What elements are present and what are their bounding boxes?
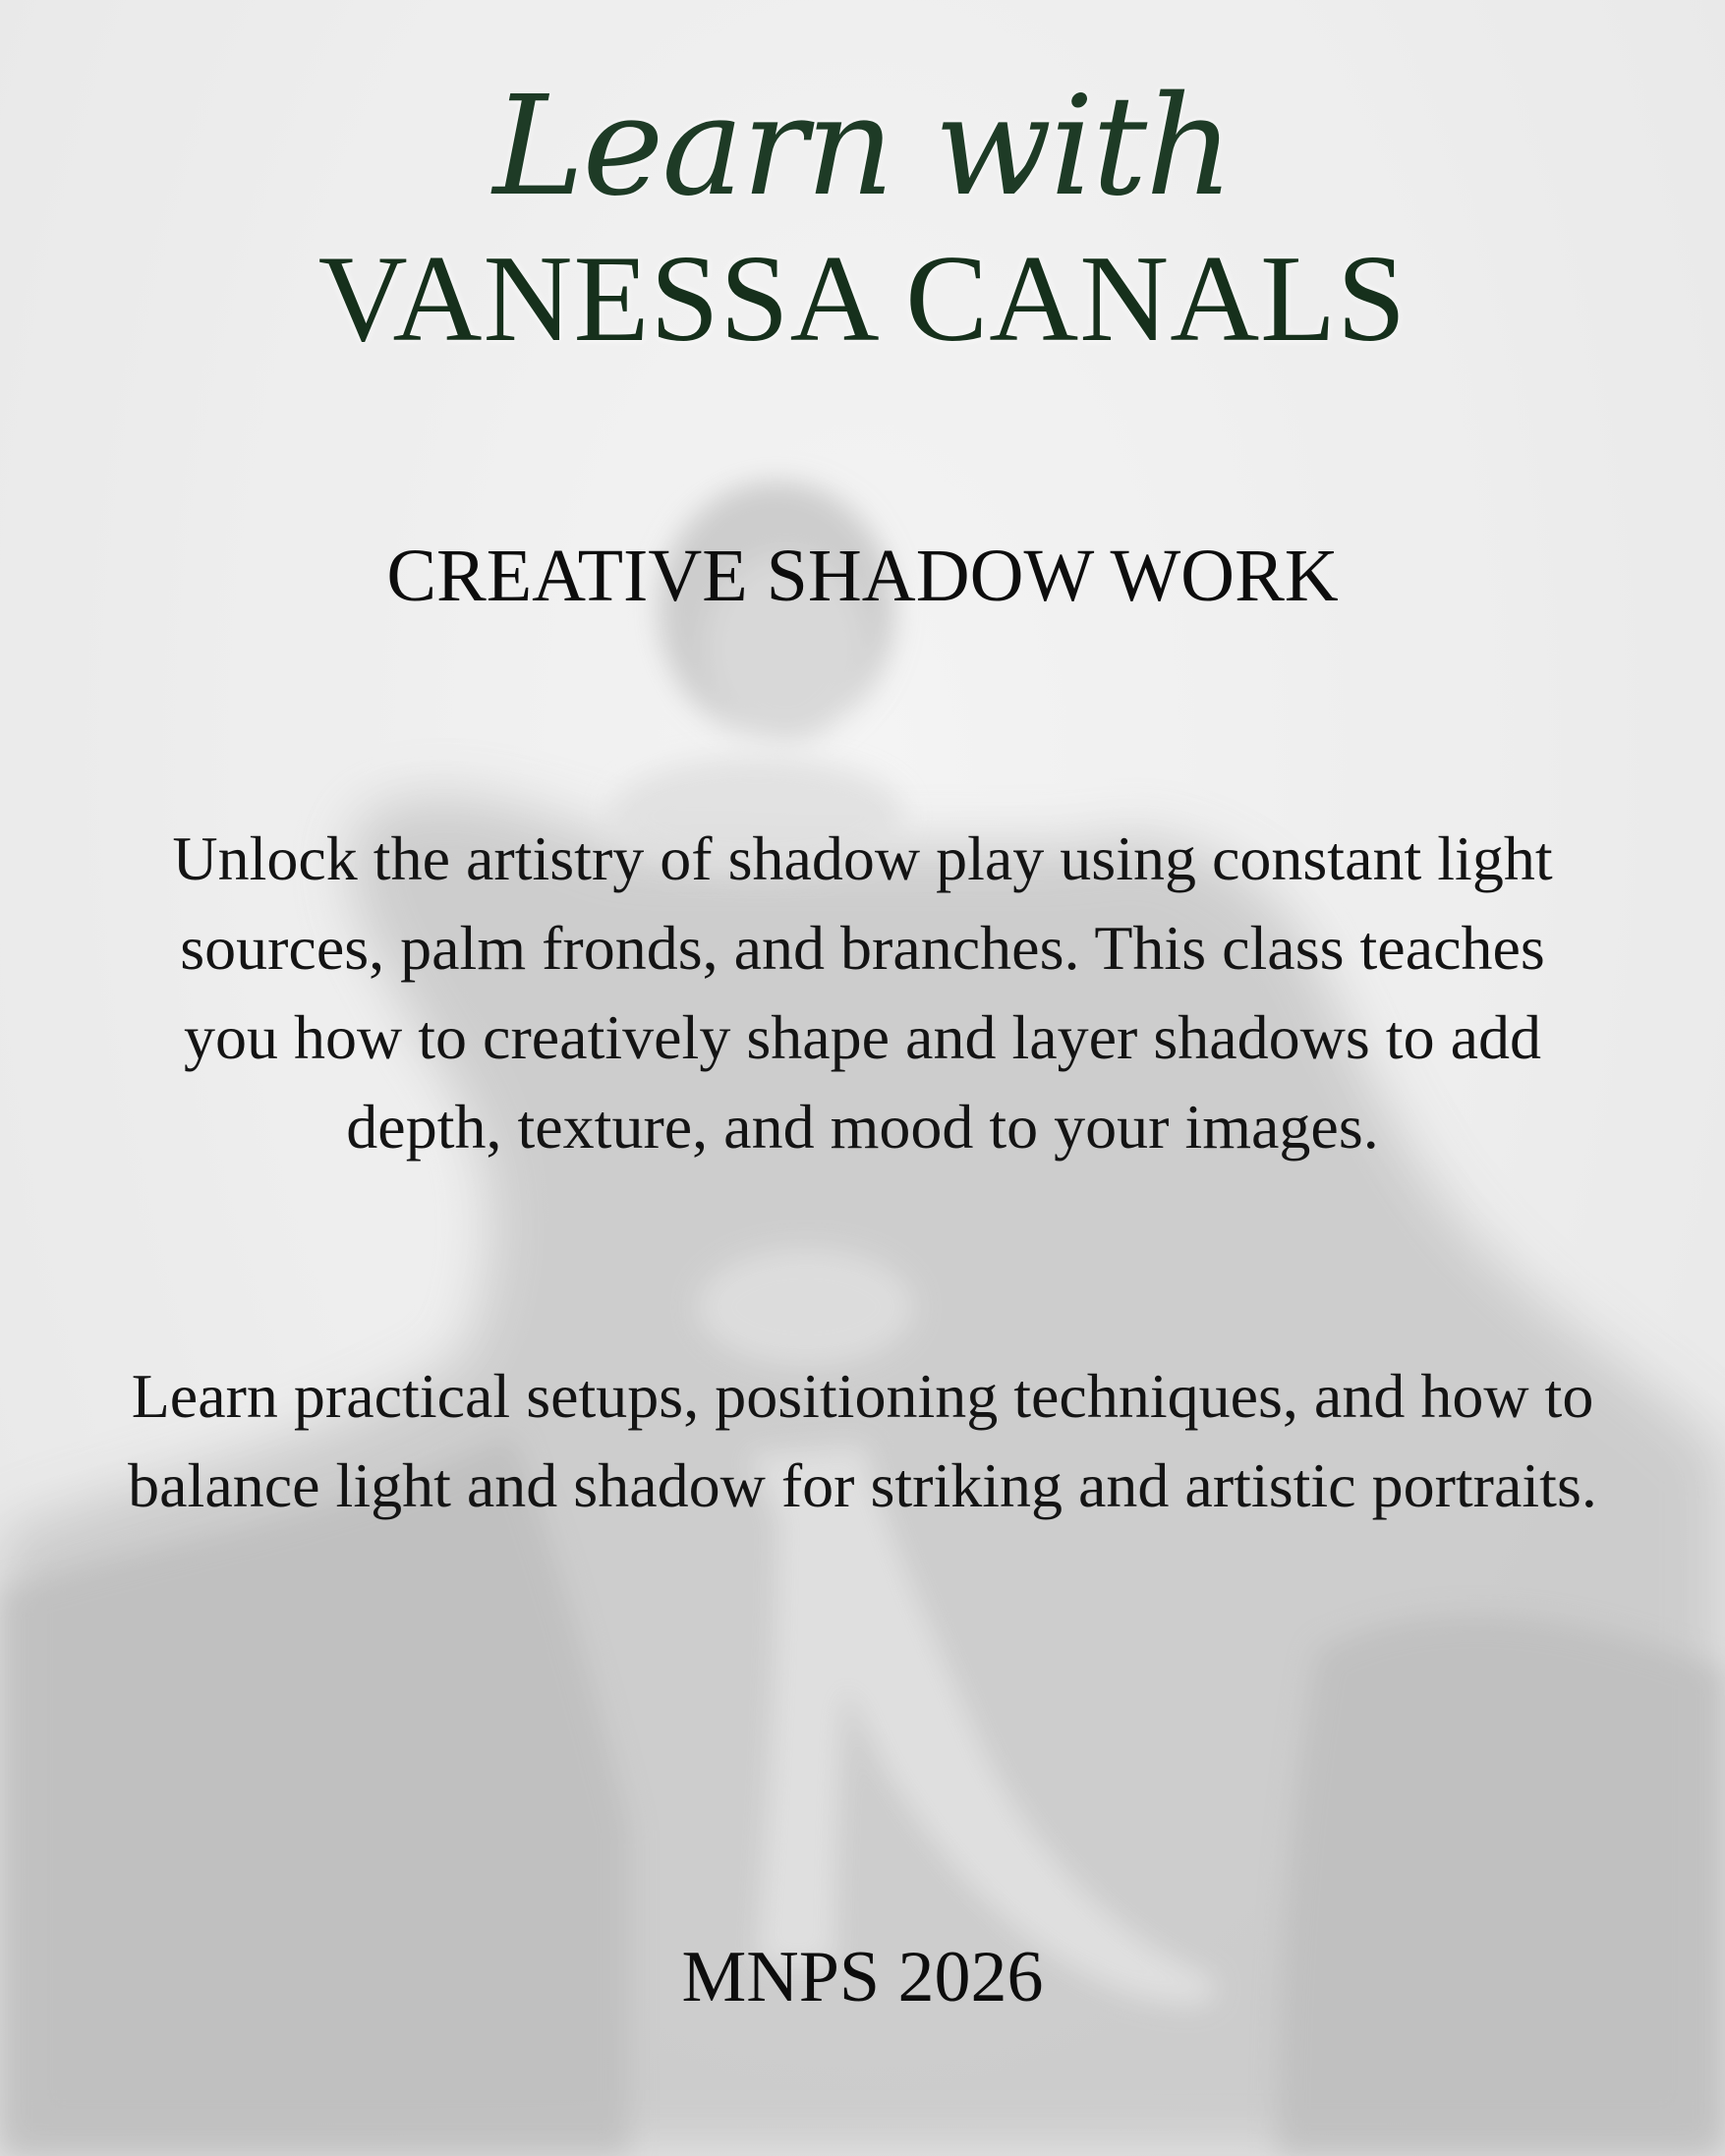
instructor-name: VANESSA CANALS	[317, 231, 1408, 368]
class-description-paragraph: Unlock the artistry of shadow play using constant light sources, palm fronds, and branches. This class teaches you how to creatively shape and layer shadows to add depth, texture, and mood to your images.	[172, 823, 1553, 1162]
class-details-paragraph: Learn practical setups, positioning techniques, and how to balance light and shadow for striking and artistic portraits.	[128, 1361, 1597, 1520]
class-title: CREATIVE SHADOW WORK	[386, 535, 1339, 617]
event-label: MNPS 2026	[681, 1937, 1044, 2017]
script-heading: Learn with	[492, 67, 1233, 227]
